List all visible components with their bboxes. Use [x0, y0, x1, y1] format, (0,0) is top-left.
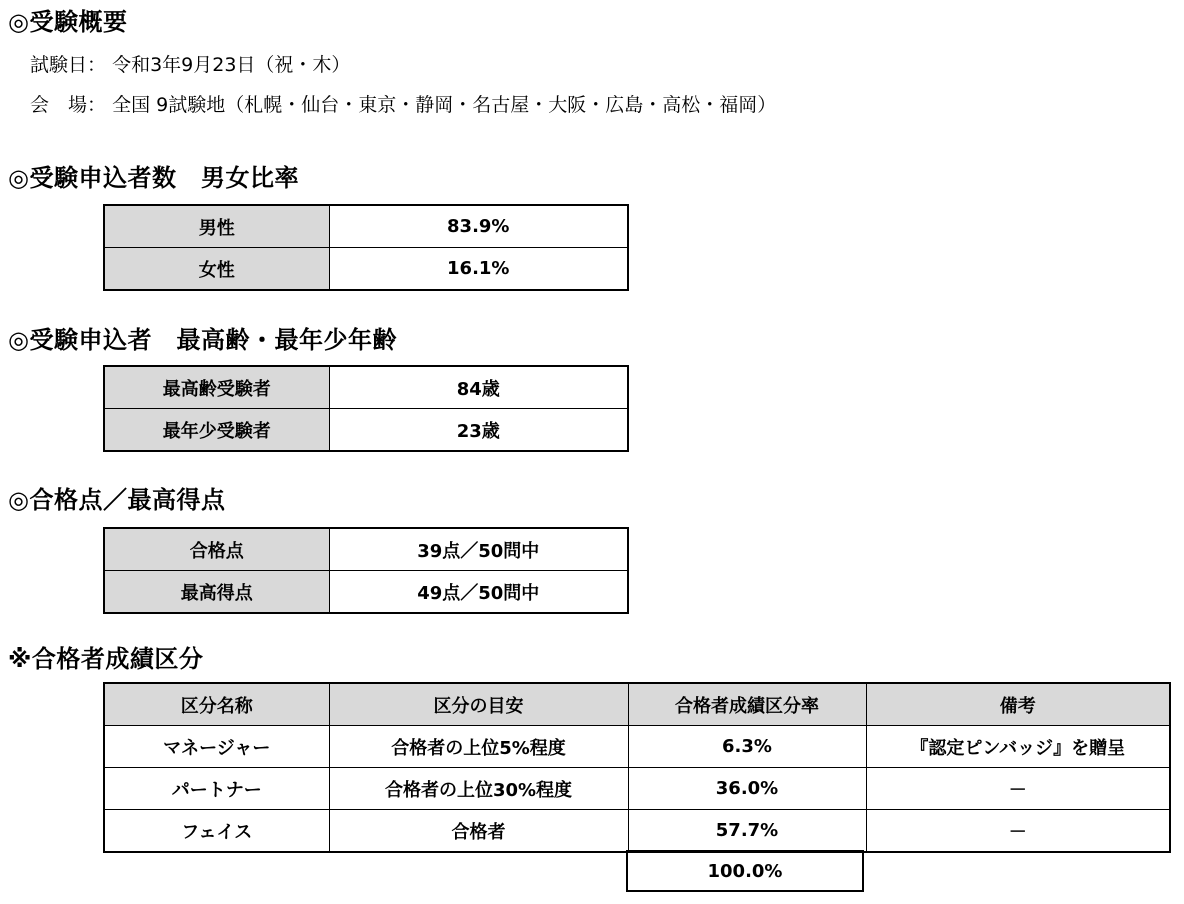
gender-table [103, 204, 629, 291]
table-row [104, 768, 1170, 810]
table-row [104, 528, 628, 571]
grade-remarks: － [866, 768, 1170, 810]
grade-guideline: 合格者 [329, 810, 628, 853]
column-header-guideline: 区分の目安 [329, 683, 628, 726]
column-header-rate: 合格者成績区分率 [628, 683, 866, 726]
age-value-youngest: 23歳 [329, 409, 628, 452]
grade-rate: 57.7% [628, 810, 866, 853]
score-heading: ◎合格点／最高得点 [8, 486, 226, 514]
gender-label-male: 男性 [104, 205, 329, 248]
overview-heading: ◎受験概要 [8, 8, 128, 36]
gender-label-female: 女性 [104, 248, 329, 291]
table-row [104, 366, 628, 409]
grade-name: フェイス [104, 810, 329, 853]
age-heading: ◎受験申込者 最高齢・最年少年齢 [8, 326, 397, 354]
exam-date-label: 試験日： [30, 54, 107, 76]
table-header-row [104, 683, 1170, 726]
grades-heading: ※合格者成績区分 [8, 645, 204, 673]
grade-name: マネージャー [104, 726, 329, 768]
gender-heading: ◎受験申込者数 男女比率 [8, 164, 299, 192]
age-value-oldest: 84歳 [329, 366, 628, 409]
table-row [104, 571, 628, 614]
table-row [104, 810, 1170, 853]
exam-date-value: 令和3年9月23日（祝・木） [112, 54, 351, 76]
grade-rate: 36.0% [628, 768, 866, 810]
grades-total-table [626, 850, 864, 892]
age-label-youngest: 最年少受験者 [104, 409, 329, 452]
age-table [103, 365, 629, 452]
column-header-category: 区分名称 [104, 683, 329, 726]
exam-date-line [30, 52, 350, 78]
table-row [104, 205, 628, 248]
score-label-pass: 合格点 [104, 528, 329, 571]
table-row [104, 409, 628, 452]
grades-table [103, 682, 1171, 853]
score-label-highest: 最高得点 [104, 571, 329, 614]
table-row [104, 248, 628, 291]
grade-guideline: 合格者の上位30%程度 [329, 768, 628, 810]
venue-label: 会 場： [30, 94, 107, 116]
grade-remarks: － [866, 810, 1170, 853]
grade-remarks: 『認定ピンバッジ』を贈呈 [866, 726, 1170, 768]
gender-value-female: 16.1% [329, 248, 628, 291]
grade-rate: 6.3% [628, 726, 866, 768]
score-value-pass: 39点／50問中 [329, 528, 628, 571]
age-label-oldest: 最高齢受験者 [104, 366, 329, 409]
score-table [103, 527, 629, 614]
gender-value-male: 83.9% [329, 205, 628, 248]
grade-name: パートナー [104, 768, 329, 810]
table-row [104, 726, 1170, 768]
score-value-highest: 49点／50問中 [329, 571, 628, 614]
column-header-remarks: 備考 [866, 683, 1170, 726]
grade-guideline: 合格者の上位5%程度 [329, 726, 628, 768]
venue-value: 全国 9試験地（札幌・仙台・東京・静岡・名古屋・大阪・広島・高松・福岡） [112, 94, 777, 116]
venue-line [30, 92, 776, 118]
grades-total-value: 100.0% [707, 860, 783, 882]
